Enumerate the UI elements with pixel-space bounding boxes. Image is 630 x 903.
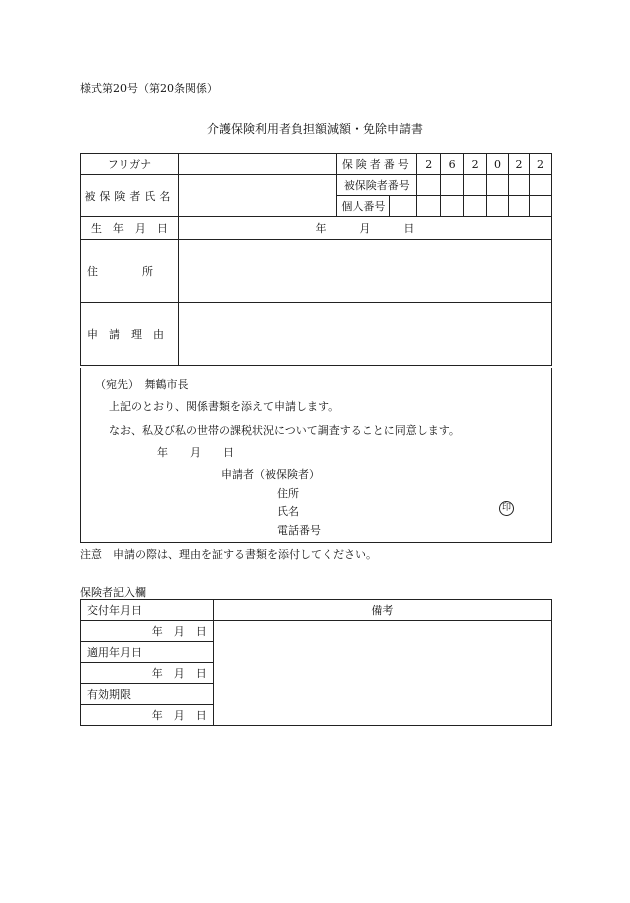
remarks-field[interactable] xyxy=(213,621,551,726)
applicant-address-label: 住所 xyxy=(277,487,299,500)
insured-number-cell[interactable] xyxy=(487,175,509,196)
note: 注意 申請の際は、理由を証する書類を添付してください。 xyxy=(80,548,377,561)
furigana-label: フリガナ xyxy=(81,154,179,175)
declaration-date[interactable]: 年 月 日 xyxy=(157,446,234,459)
insurer-digit: 2 xyxy=(509,154,530,175)
insured-number-cell[interactable] xyxy=(529,175,551,196)
reason-field[interactable] xyxy=(178,303,551,366)
insurer-digit: 2 xyxy=(464,154,487,175)
apply-date-label: 適用年月日 xyxy=(81,642,214,663)
insurer-digit: 2 xyxy=(417,154,441,175)
form-id: 様式第20号（第20条関係） xyxy=(80,82,218,95)
issue-date-field[interactable]: 年 月 日 xyxy=(81,621,214,642)
insured-number-cell[interactable] xyxy=(417,175,441,196)
insured-number-cell[interactable] xyxy=(509,175,530,196)
expiry-date-field[interactable]: 年 月 日 xyxy=(81,705,214,726)
personal-number-cell[interactable] xyxy=(509,196,530,217)
personal-number-cell[interactable] xyxy=(464,196,487,217)
insurer-table xyxy=(80,599,552,726)
applicant-name-label: 氏名 xyxy=(277,505,299,518)
personal-number-cell[interactable] xyxy=(441,196,464,217)
personal-number-cell[interactable] xyxy=(390,196,417,217)
personal-number-cell[interactable] xyxy=(417,196,441,217)
address-field[interactable] xyxy=(178,240,551,303)
apply-date-field[interactable]: 年 月 日 xyxy=(81,663,214,684)
declaration-box xyxy=(80,368,552,543)
insured-number-cell[interactable] xyxy=(441,175,464,196)
issue-date-label: 交付年月日 xyxy=(81,600,214,621)
insured-number-label: 被保険者番号 xyxy=(337,175,417,196)
declaration-line-1: 上記のとおり、関係書類を添えて申請します。 xyxy=(109,400,340,413)
insurer-number-label: 保険者番号 xyxy=(337,154,417,175)
declaration-line-2: なお、私及び私の世帯の課税状況について調査することに同意します。 xyxy=(109,424,460,437)
applicant-phone-label: 電話番号 xyxy=(277,524,321,537)
insurer-digit: 0 xyxy=(487,154,509,175)
insured-name-field[interactable] xyxy=(178,175,337,217)
seal-icon: 印 xyxy=(499,501,514,516)
form-title: 介護保険利用者負担額減額・免除申請書 xyxy=(206,122,423,136)
personal-number-cell[interactable] xyxy=(529,196,551,217)
addressee: （宛先） 舞鶴市長 xyxy=(95,378,189,391)
insured-number-cell[interactable] xyxy=(464,175,487,196)
insured-name-label: 被保険者氏名 xyxy=(81,175,179,217)
insurer-section-title: 保険者記入欄 xyxy=(80,586,146,599)
applicant-label: 申請者（被保険者） xyxy=(221,468,320,481)
dob-field[interactable]: 年 月 日 xyxy=(178,217,551,240)
remarks-label: 備考 xyxy=(213,600,551,621)
address-label: 住 所 xyxy=(81,240,179,303)
furigana-field[interactable] xyxy=(178,154,337,175)
insurer-digit: 6 xyxy=(441,154,464,175)
expiry-label: 有効期限 xyxy=(81,684,214,705)
application-table xyxy=(80,153,552,366)
personal-number-label: 個人番号 xyxy=(337,196,390,217)
reason-label: 申 請 理 由 xyxy=(81,303,179,366)
personal-number-cell[interactable] xyxy=(487,196,509,217)
dob-label: 生 年 月 日 xyxy=(81,217,179,240)
insurer-digit: 2 xyxy=(529,154,551,175)
